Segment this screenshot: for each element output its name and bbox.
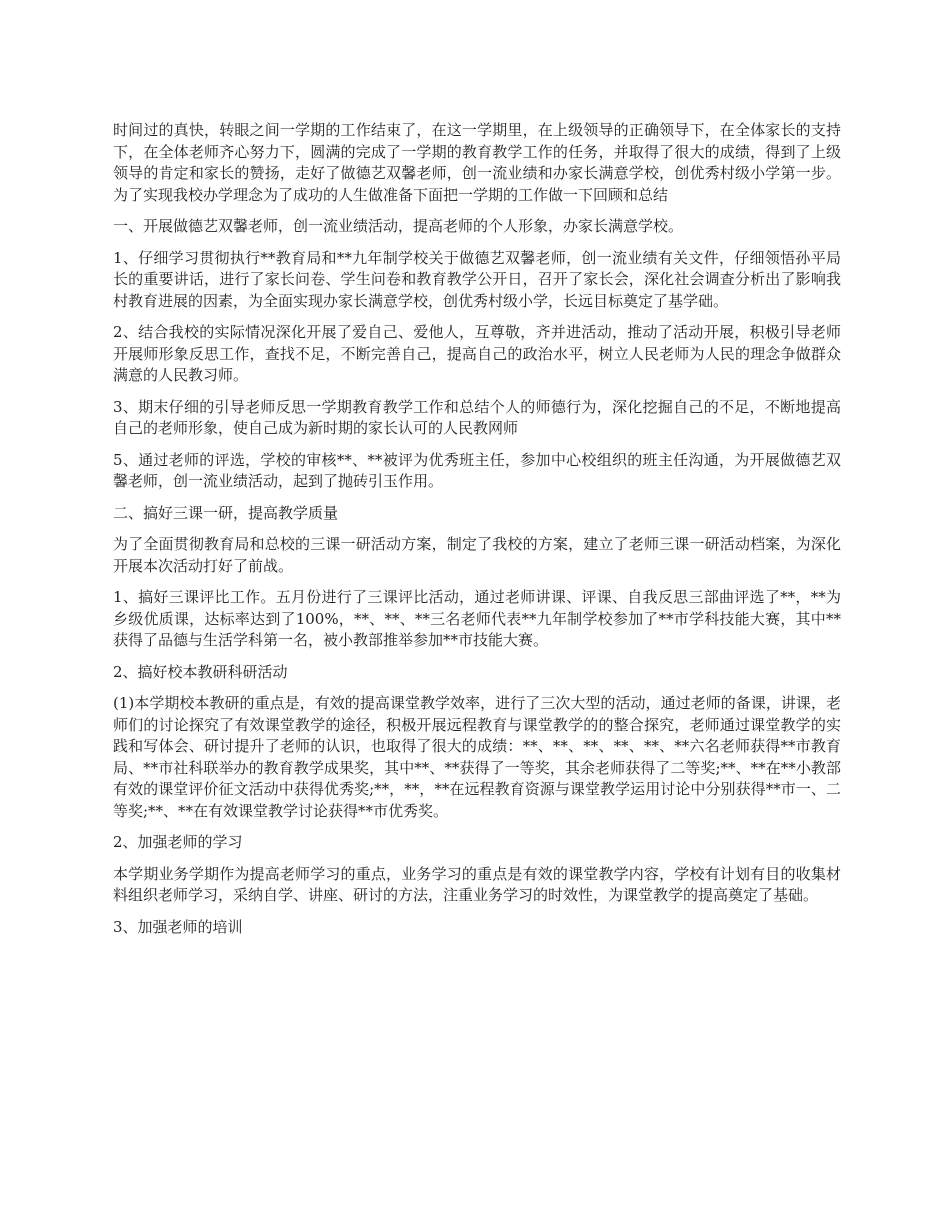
document-page <box>113 120 841 948</box>
subheading: 2、加强老师的学习 <box>113 833 243 851</box>
section-heading-1: 一、开展做德艺双馨老师，创一流业绩活动，提高老师的个人形象，办家长满意学校。 <box>113 217 684 235</box>
body-paragraph: 为了全面贯彻教育局和总校的三课一研活动方案，制定了我校的方案，建立了老师三课一研活动档案，为深化开展本次活动打好了前战。 <box>113 535 841 575</box>
item-paragraph: 5、通过老师的评选，学校的审核**、**被评为优秀班主任，参加中心校组织的班主任沟通，为开展做德艺双馨老师，创一流业绩活动，起到了抛砖引玉作用。 <box>113 450 841 490</box>
subheading: 3、加强老师的培训 <box>113 917 243 936</box>
intro-paragraph: 时间过的真快，转眼之间一学期的工作结束了，在这一学期里，在上级领导的正确领导下，在全体家长的支持下，在全体老师齐心努力下，圆满的完成了一学期的教育教学工作的任务，并取得了很大的成绩，得到了上级领导的肯定和家长的赞扬，走好了做德艺双馨老师，创一流业绩和办家长满意学校，创优秀村级小学第一步。为了实现我校办学理念为了成功的人生做准备下面把一学期的工作做一下回顾和总结 <box>113 121 841 204</box>
item-paragraph: 1、仔细学习贯彻执行**教育局和**九年制学校关于做德艺双馨老师，创一流业绩有关文件，仔细领悟孙平局长的重要讲话，进行了家长问卷、学生问卷和教育教学公开日，召开了家长会，深化社会调查分析出了影响我村教育进展的因素，为全面实现办家长满意学校，创优秀村级小学，长远目标奠定了基学础。 <box>113 248 841 310</box>
item-paragraph: 1、搞好三课评比工作。五月份进行了三课评比活动，通过老师讲课、评课、自我反思三部曲评选了**，**为乡级优质课，达标率达到了100%，**、**、**三名老师代表**九年制学校参加了**市学科技能大赛，其中**获得了品德与生活学科第一名，被小教部推举参加**市技能大赛。 <box>113 588 841 649</box>
item-paragraph: 2、结合我校的实际情况深化开展了爱自己、爱他人，互尊敬，齐并进活动，推动了活动开展，积极引导老师开展师形象反思工作，查找不足，不断完善自己，提高自己的政治水平，树立人民老师为人民的理念争做群众满意的人民教习师。 <box>113 323 841 384</box>
item-paragraph: (1)本学期校本教研的重点是，有效的提高课堂教学效率，进行了三次大型的活动，通过老师的备课，讲课，老师们的讨论探究了有效课堂教学的途径，积极开展远程教育与课堂教学的的整合探究，老师通过课堂教学的实践和写体会、研讨提升了老师的认识，也取得了很大的成绩：**、**、**、**、**、**六名老师获得**市教育局、**市社科联举办的教育教学成果奖，其中**、**获得了一等奖，其余老师获得了二等奖;**、**在**小教部有效的课堂评价征文活动中获得优秀奖;**，**，**在远程教育资源与课堂教学运用讨论中分别获得**市一、二等奖;**、**在有效课堂教学讨论获得**市优秀奖。 <box>113 694 841 820</box>
subheading: 2、搞好校本教研科研活动 <box>113 662 288 681</box>
item-paragraph: 3、期末仔细的引导老师反思一学期教育教学工作和总结个人的师德行为，深化挖掘自己的不足，不断地提高自己的老师形象，使自己成为新时期的家长认可的人民教网师 <box>113 397 841 437</box>
section-heading-2: 二、搞好三课一研，提高教学质量 <box>113 503 339 522</box>
body-paragraph: 本学期业务学期作为提高老师学习的重点，业务学习的重点是有效的课堂教学内容，学校有计划有目的收集材料组织老师学习，采纳自学、讲座、研讨的方法，注重业务学习的时效性，为课堂教学的提高奠定了基础。 <box>113 864 841 904</box>
